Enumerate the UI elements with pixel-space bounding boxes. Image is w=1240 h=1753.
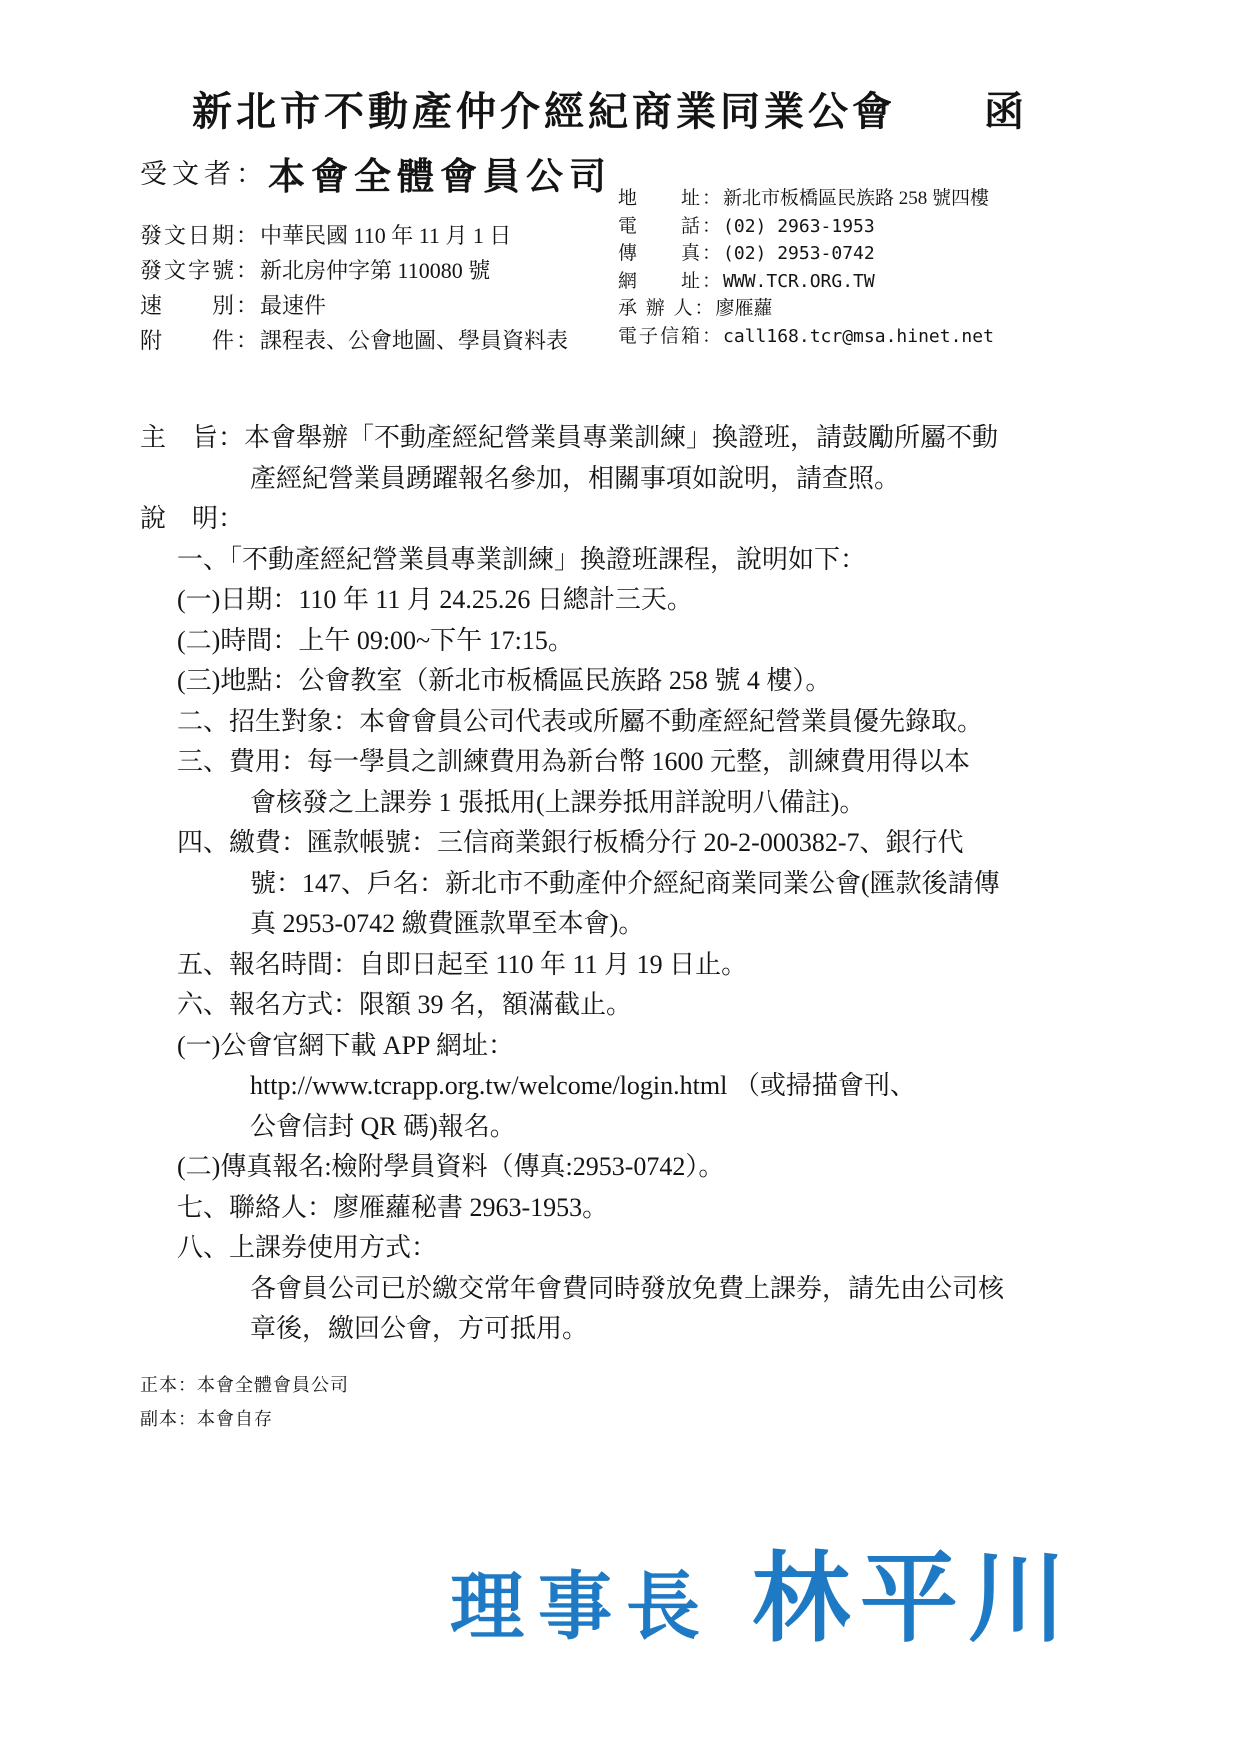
address-label: 地 址：: [618, 188, 724, 209]
dispatch-date-row: [140, 218, 568, 253]
chairman-name: 林平川: [752, 1542, 1077, 1656]
association-contact-block: [618, 185, 994, 350]
dispatch-number-label: 發文字號：: [140, 258, 261, 283]
item-1: 一、「不動產經紀營業員專業訓練」換證班課程，說明如下：: [177, 544, 867, 574]
recipient-name: 本會全體會員公司: [268, 157, 612, 198]
item-3-wrap: 會核發之上課券 1 張抵用(上課券抵用詳說明八備註)。: [250, 787, 866, 817]
item-1-location: (三)地點：公會教室（新北市板橋區民族路 258 號 4 樓）。: [177, 666, 832, 695]
item-6: 六、報名方式：限額 39 名，額滿截止。: [177, 990, 633, 1019]
website-label: 網 址：: [618, 270, 724, 292]
original-copy-line: 正本：本會全體會員公司: [140, 1375, 349, 1395]
duplicate-copy-line: 副本：本會自存: [140, 1409, 273, 1429]
priority-label: 速 別：: [140, 293, 261, 318]
item-1-date: (一)日期：110 年 11 月 24.25.26 日總計三天。: [177, 585, 693, 614]
item-4-wrap2: 真 2953-0742 繳費匯款單至本會)。: [250, 909, 645, 938]
item-3: 三、費用：每一學員之訓練費用為新台幣 1600 元整，訓練費用得以本: [177, 747, 971, 776]
item-6-fax: (二)傳真報名:檢附學員資料（傳真:2953-0742）。: [177, 1152, 725, 1181]
item-8-wrap2: 章後，繳回公會，方可抵用。: [250, 1314, 589, 1343]
priority-row: [140, 288, 568, 323]
subject-line-wrap: 產經紀營業員踴躍報名參加，相關事項如說明，請查照。: [250, 463, 901, 493]
copies-block: [140, 1368, 349, 1436]
contact-person-row: [618, 295, 994, 323]
dispatch-number-value: 新北房仲字第 110080 號: [260, 258, 491, 283]
item-4: 四、繳費：匯款帳號：三信商業銀行板橋分行 20-2-000382-7、銀行代: [177, 828, 964, 857]
dispatch-date-label: 發文日期：: [140, 223, 261, 248]
item-2: 二、招生對象：本會會員公司代表或所屬不動產經紀營業員優先錄取。: [177, 706, 984, 736]
phone-value: (02) 2963-1953: [723, 215, 875, 237]
registration-url-wrap: 公會信封 QR 碼)報名。: [250, 1111, 516, 1141]
contact-person-value: 廖雁蘿: [715, 298, 773, 319]
recipient-row: [140, 146, 612, 200]
phone-row: [618, 213, 994, 241]
email-row: [618, 323, 994, 351]
priority-value: 最速件: [260, 293, 327, 318]
phone-label: 電 話：: [618, 215, 724, 237]
dispatch-number-row: [140, 253, 568, 288]
registration-url: http://www.tcrapp.org.tw/welcome/login.html （或掃描會刊、: [250, 1071, 916, 1100]
chairman-title: 理事長: [450, 1564, 714, 1650]
item-1-time: (二)時間：上午 09:00~下午 17:15。: [177, 625, 574, 655]
fax-row: [618, 240, 994, 268]
fax-value: (02) 2953-0742: [723, 243, 875, 264]
address-row: [618, 185, 994, 213]
item-8-wrap1: 各會員公司已於繳交常年會費同時發放免費上課券，請先由公司核: [250, 1273, 1005, 1303]
fax-label: 傳 真：: [618, 243, 724, 264]
item-8: 八、上課券使用方式：: [177, 1233, 438, 1262]
subject-line: 主 旨：本會舉辦「不動產經紀營業員專業訓練」換證班，請鼓勵所屬不動: [140, 423, 999, 452]
item-7: 七、聯絡人：廖雁蘿秘書 2963-1953。: [177, 1192, 609, 1222]
website-row: [618, 268, 994, 296]
dispatch-meta-block: [140, 218, 568, 358]
explanation-heading: 說 明：: [140, 504, 245, 533]
dispatch-date-value: 中華民國 110 年 11 月 1 日: [260, 223, 512, 248]
chairman-signature: [450, 1520, 1076, 1661]
website-value: WWW.TCR.ORG.TW: [723, 270, 875, 292]
address-value: 新北市板橋區民族路 258 號四樓: [723, 188, 990, 209]
contact-person-label: 承 辦 人：: [618, 298, 716, 319]
recipient-label: 受文者：: [140, 159, 268, 189]
email-value: call168.tcr@msa.hinet.net: [723, 325, 994, 347]
item-4-wrap1: 號：147、戶名：新北市不動產仲介經紀商業同業公會(匯款後請傳: [250, 868, 1000, 898]
attachments-row: [140, 323, 568, 358]
letter-body: [140, 418, 1150, 1350]
item-6-app: (一)公會官網下載 APP 網址：: [177, 1030, 515, 1060]
item-5: 五、報名時間：自即日起至 110 年 11 月 19 日止。: [177, 949, 748, 979]
document-title: 新北市不動產仲介經紀商業同業公會 函: [192, 89, 1028, 134]
attachments-value: 課程表、公會地圖、學員資料表: [260, 328, 569, 353]
attachments-label: 附 件：: [140, 328, 261, 353]
email-label: 電子信箱：: [618, 325, 724, 347]
